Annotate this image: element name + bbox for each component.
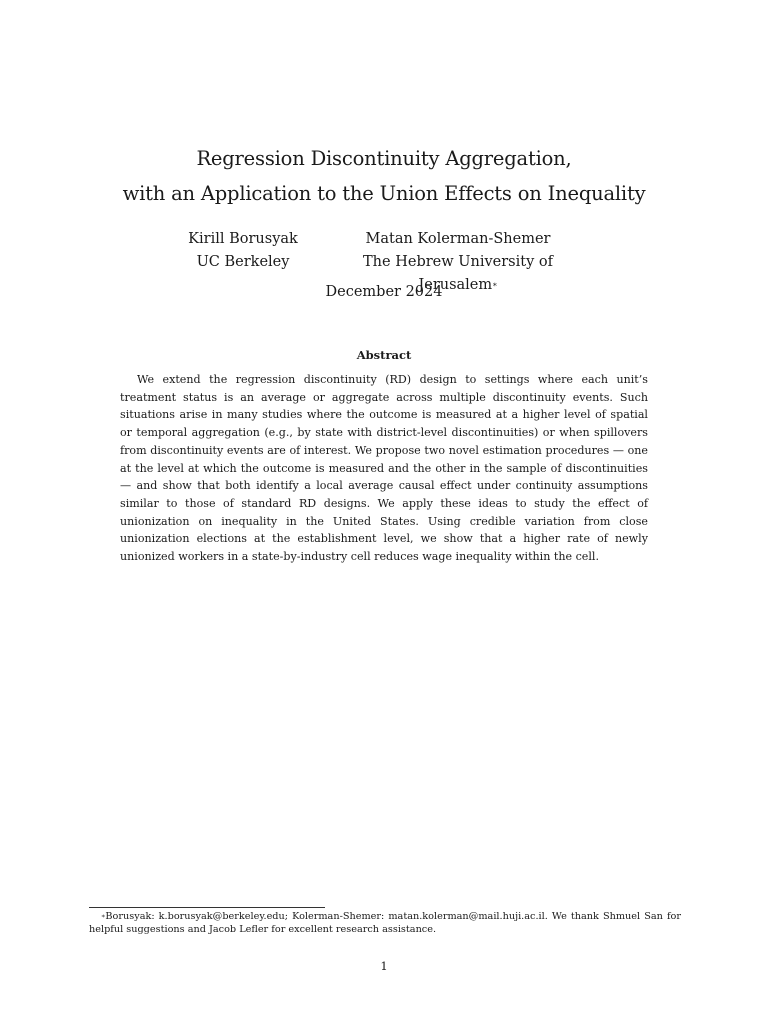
footnote-mark: ∗ — [492, 280, 498, 289]
author-borusyak — [183, 228, 303, 274]
abstract-heading: Abstract — [356, 348, 412, 362]
author-affiliation: The Hebrew University of Jerusalem — [363, 254, 553, 293]
abstract-body: We extend the regression discontinuity (RD) design to settings where each unit’s treatment status is an average or aggregate across multiple discontinuity events. Such situations arise in many studies where the outcome is measured at a higher level of spatial or temporal aggregation (e.g., by state with district-level discontinuities) or when spillovers from discontinuity events are of interest. We propose two novel estimation procedures — one at the level at which the outcome is measured and the other in the sample of discontinuities — and show that both identify a local average causal effect under continuity assumptions similar to those of standard RD designs. We apply these ideas to study the effect of unionization on inequality in the United States. Using credible variation from close unionization elections at the establishment level, we show that a higher rate of newly unionized workers in a state-by-industry cell reduces wage inequality within the cell. — [120, 373, 648, 564]
paper-date: December 2024 — [325, 284, 443, 300]
footnote-mark: ∗ — [101, 912, 106, 920]
footnote-text: Borusyak: k.borusyak@berkeley.edu; Kolerman-Shemer: matan.kolerman@mail.huji.ac.il. We thank Shmuel San for helpful suggestions and Jacob Lefler for excellent research assistance. — [89, 911, 681, 936]
footnote-divider — [89, 907, 325, 908]
page-number: 1 — [380, 959, 388, 973]
author-name: Matan Kolerman-Shemer — [365, 231, 551, 247]
author-affiliation: UC Berkeley — [196, 254, 290, 270]
footnote — [89, 910, 681, 937]
author-name: Kirill Borusyak — [188, 231, 298, 247]
paper-title-line-2: with an Application to the Union Effects on Inequality — [122, 182, 646, 205]
paper-title-line-1: Regression Discontinuity Aggregation, — [196, 147, 572, 170]
